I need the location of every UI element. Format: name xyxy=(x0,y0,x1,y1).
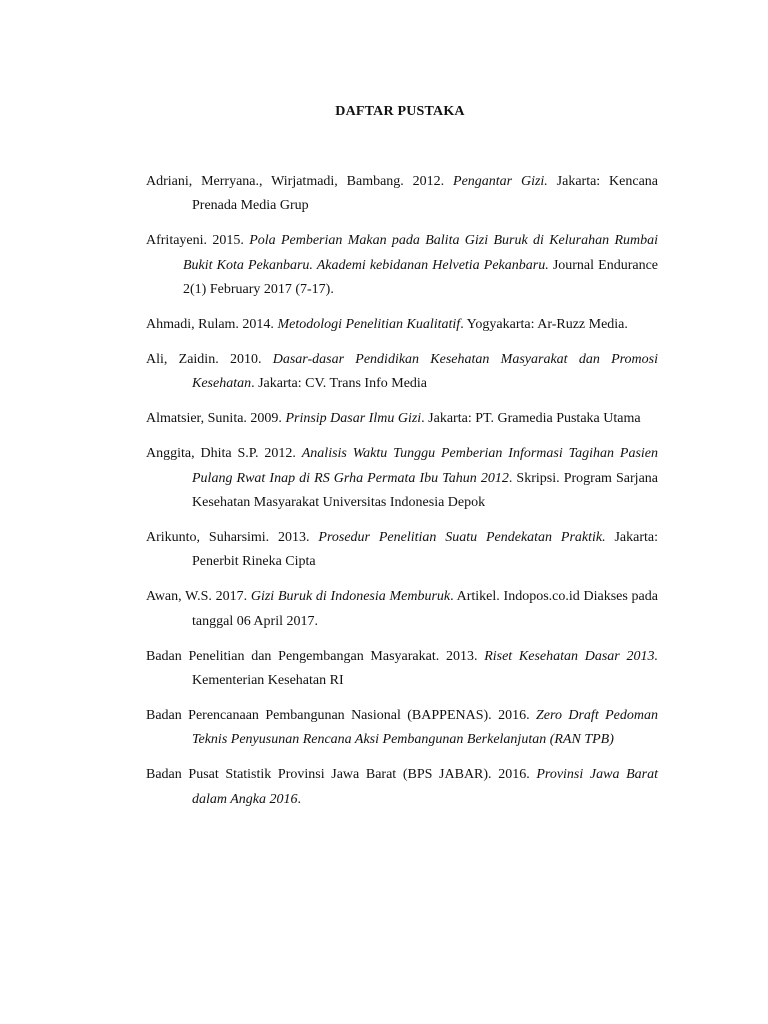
reference-title: Prosedur Penelitian Suatu Pendekatan Praktik. xyxy=(318,529,606,545)
reference-text: Jakarta: Penerbit Rineka Cipta xyxy=(192,529,658,570)
reference-text: Kementerian Kesehatan RI xyxy=(192,672,344,688)
reference-list xyxy=(146,170,658,822)
reference-text: . Skripsi. Program Sarjana Kesehatan Masyarakat Universitas Indonesia Depok xyxy=(192,470,658,510)
reference-text: Almatsier, Sunita. 2009. xyxy=(146,411,286,427)
reference-title: Metodologi Penelitian Kualitatif xyxy=(277,317,461,333)
reference-text: Badan Penelitian dan Pengembangan Masyarakat. 2013. xyxy=(146,648,485,664)
reference-title: Riset Kesehatan Dasar 2013. xyxy=(484,648,658,664)
reference-text: Badan Pusat Statistik Provinsi Jawa Barat (BPS JABAR). 2016. xyxy=(146,767,537,783)
reference-item xyxy=(146,313,658,337)
reference-item xyxy=(146,585,658,634)
reference-text: . xyxy=(297,791,302,807)
reference-item xyxy=(146,704,658,753)
reference-item xyxy=(146,407,658,431)
reference-text: . Jakarta: PT. Gramedia Pustaka Utama xyxy=(421,411,641,427)
reference-item xyxy=(146,348,658,397)
reference-text: . Artikel. Indopos.co.id Diakses pada tanggal 06 April 2017. xyxy=(192,589,658,629)
reference-item xyxy=(146,645,658,694)
reference-title: Dasar-dasar Pendidikan Kesehatan Masyarakat dan Promosi Kesehatan xyxy=(192,351,659,392)
reference-title: Analisis Waktu Tunggu Pemberian Informasi Tagihan Pasien Pulang Rwat Inap di RS Grha Permata Ibu Tahun 2012 xyxy=(192,446,659,486)
reference-item xyxy=(146,442,658,515)
reference-text: Badan Perencanaan Pembangunan Nasional (BAPPENAS). 2016. xyxy=(146,707,537,723)
reference-item xyxy=(146,763,658,812)
reference-text: Journal Endurance 2(1) February 2017 (7-17). xyxy=(183,257,658,298)
page-title: DAFTAR PUSTAKA xyxy=(335,104,465,119)
reference-title: Gizi Buruk di Indonesia Memburuk xyxy=(250,589,451,605)
reference-title: Provinsi Jawa Barat dalam Angka 2016 xyxy=(192,767,658,807)
reference-title: Pola Pemberian Makan pada Balita Gizi Buruk di Kelurahan Rumbai Bukit Kota Pekanbaru. Akademi kebidanan Helvetia Pekanbaru. xyxy=(183,233,658,273)
reference-item xyxy=(146,229,658,302)
reference-text: Jakarta: Kencana Prenada Media Grup xyxy=(192,174,659,214)
reference-text: Ahmadi, Rulam. 2014. xyxy=(146,317,278,333)
reference-title: Zero Draft Pedoman Teknis Penyusunan Rencana Aksi Pembangunan Berkelanjutan (RAN TPB) xyxy=(192,707,658,748)
reference-title: Prinsip Dasar Ilmu Gizi xyxy=(285,411,422,427)
reference-item xyxy=(146,170,658,219)
reference-text: Anggita, Dhita S.P. 2012. xyxy=(146,446,302,462)
reference-text: Arikunto, Suharsimi. 2013. xyxy=(146,529,319,545)
reference-item xyxy=(146,526,658,575)
reference-text: Ali, Zaidin. 2010. xyxy=(146,351,273,367)
reference-text: Afritayeni. 2015. xyxy=(146,233,250,249)
reference-text: Adriani, Merryana., Wirjatmadi, Bambang. 2012. xyxy=(146,174,454,189)
reference-title: Pengantar Gizi. xyxy=(453,174,548,189)
reference-text: . Yogyakarta: Ar-Ruzz Media. xyxy=(460,317,628,333)
reference-text: . Jakarta: CV. Trans Info Media xyxy=(251,376,428,392)
reference-text: Awan, W.S. 2017. xyxy=(146,589,251,605)
